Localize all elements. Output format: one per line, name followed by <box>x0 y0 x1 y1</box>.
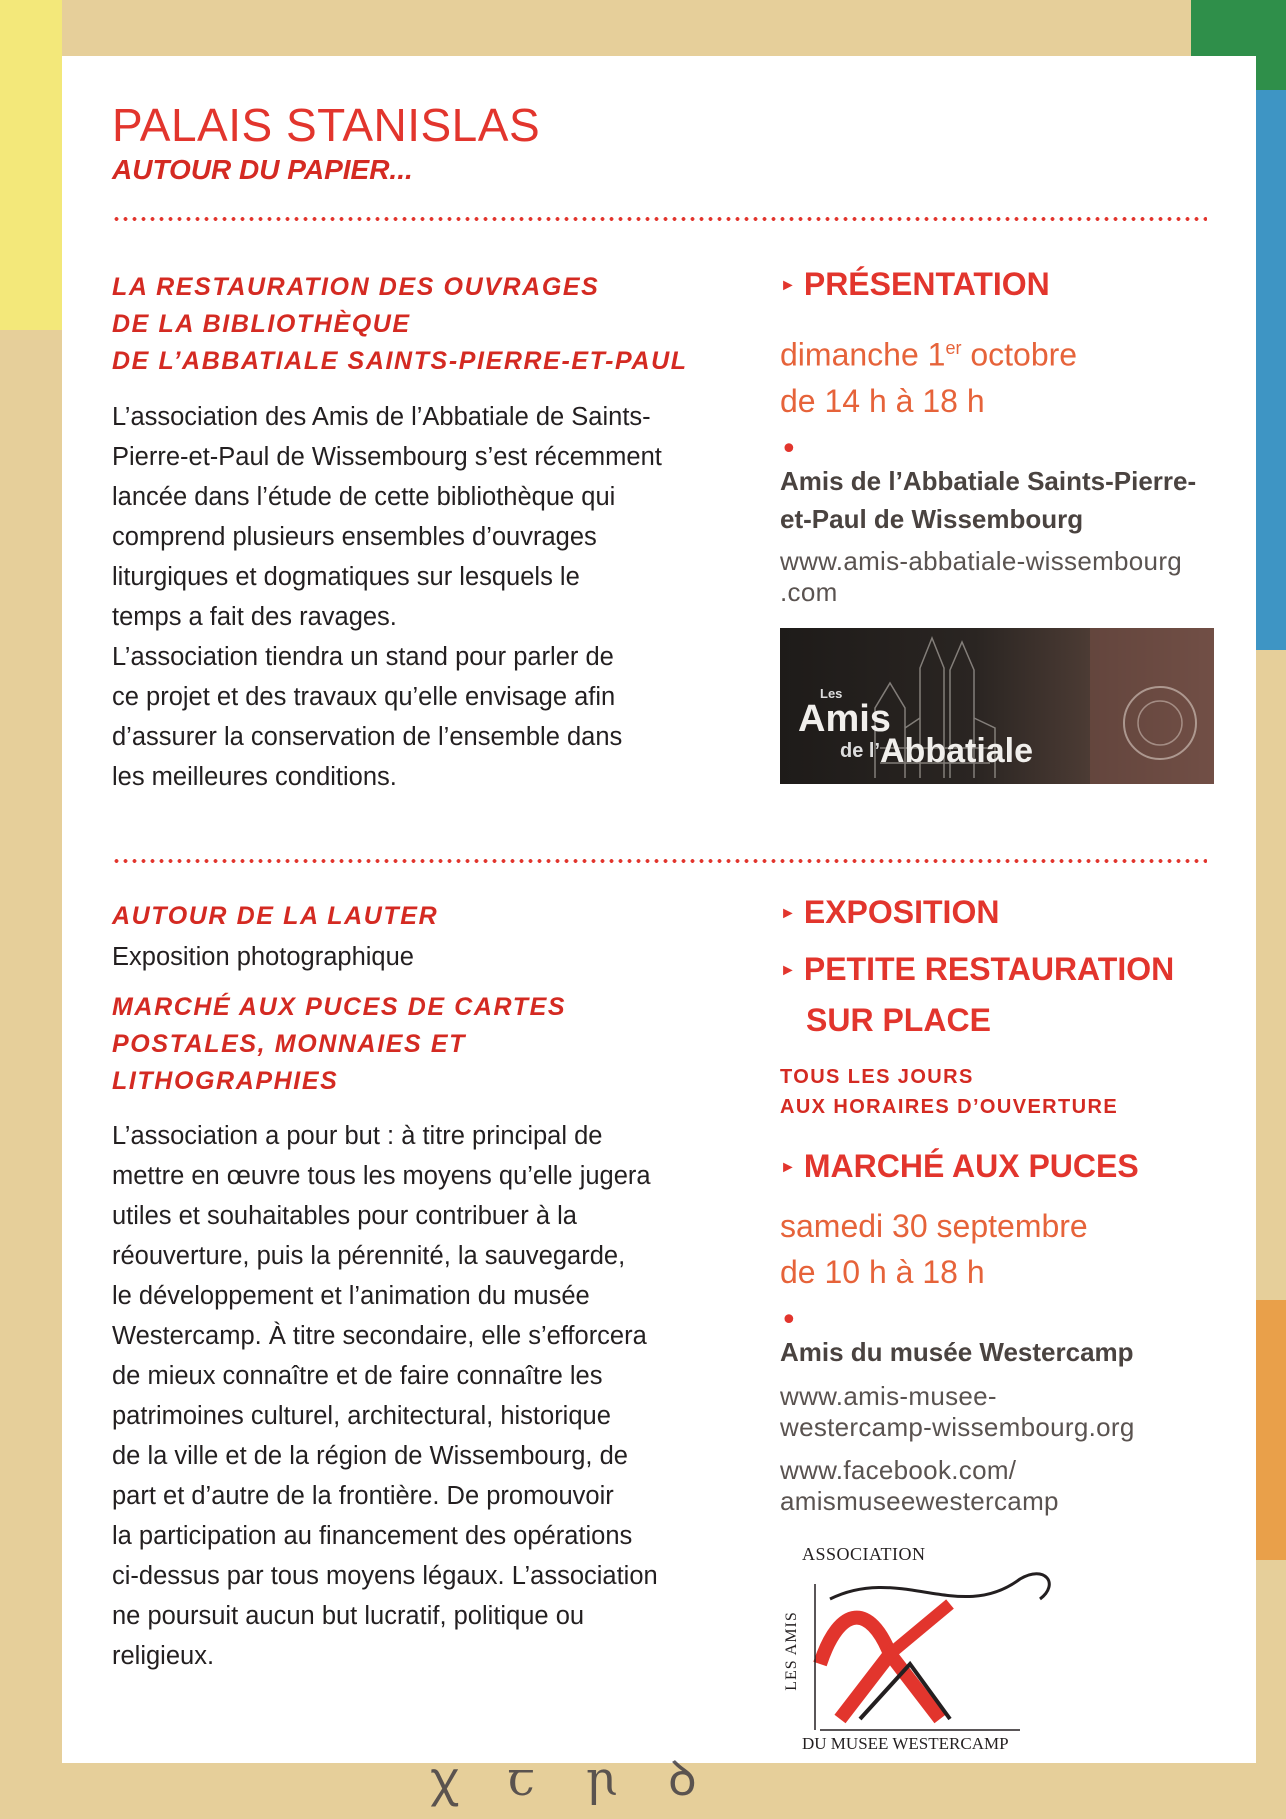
section2-heading1: AUTOUR DE LA LAUTER <box>112 902 439 930</box>
body-line: lancée dans l’étude de cette bibliothèque qui <box>112 483 616 511</box>
section2-heading2-line: POSTALES, MONNAIES ET <box>112 1030 466 1058</box>
organizer-line: et-Paul de Wissembourg <box>780 503 1084 534</box>
body-line: ne poursuit aucun but lucratif, politique ou <box>112 1602 585 1630</box>
body-line: d’assurer la conservation de l’ensemble dans <box>112 723 623 751</box>
body-line: L’association tiendra un stand pour parler de <box>112 643 614 671</box>
url-line: www.amis-abbatiale-wissembourg <box>780 545 1183 576</box>
url-line: westercamp-wissembourg.org <box>780 1412 1135 1442</box>
body-line: temps a fait des ravages. <box>112 603 397 631</box>
date-month: octobre <box>961 336 1078 373</box>
date-day: dimanche 1 <box>780 336 946 373</box>
marche-date <box>780 1203 1220 1295</box>
westercamp-logo-icon <box>780 1544 1080 1744</box>
section2-right <box>780 890 1220 1517</box>
bullet-icon: • <box>780 431 798 467</box>
presentation-label <box>780 262 1220 313</box>
section1-left <box>112 269 697 797</box>
section1-body <box>112 397 697 797</box>
bullet-icon: • <box>780 1303 798 1338</box>
photo-logo-de: de l’ <box>840 740 881 762</box>
section1-heading-line: DE LA BIBLIOTHÈQUE <box>112 310 411 338</box>
arrow-icon: ► <box>780 962 796 979</box>
photo-logo-amis: Amis <box>798 698 891 740</box>
date-hours: de 14 h à 18 h <box>780 382 985 419</box>
url-line: www.facebook.com/ <box>780 1455 1017 1485</box>
date-day: samedi 30 septembre <box>780 1208 1088 1244</box>
background-handwriting: ꭓ ꞇ ꞃ ꝺ <box>430 1751 715 1807</box>
body-line: de mieux connaître et de faire connaître les <box>112 1362 603 1390</box>
section2-subtext: Exposition photographique <box>112 943 414 971</box>
body-line: mettre en œuvre tous les moyens qu’elle jugera <box>112 1162 651 1190</box>
logo-les-amis-text: LES AMIS <box>782 1611 800 1691</box>
body-line: les meilleures conditions. <box>112 763 397 791</box>
url-line: .com <box>780 576 838 607</box>
section1-heading <box>112 269 697 380</box>
logo-musee-text: DU MUSEE WESTERCAMP <box>802 1734 1009 1753</box>
dotted-divider-top <box>112 216 1207 222</box>
body-line: utiles et souhaitables pour contribuer à la <box>112 1202 577 1230</box>
section1-right <box>780 262 1220 608</box>
body-line: religieux. <box>112 1642 215 1670</box>
arrow-icon: ► <box>780 905 796 922</box>
body-line: part et d’autre de la frontière. De promouvoir <box>112 1482 614 1510</box>
logo-association-text: ASSOCIATION <box>802 1544 926 1564</box>
body-line: de la ville et de la région de Wissembourg, de <box>112 1442 628 1470</box>
body-line: patrimoines culturel, architectural, historique <box>112 1402 611 1430</box>
hours-note <box>780 1062 1220 1122</box>
presentation-date <box>780 325 1220 424</box>
marche-label <box>780 1144 1220 1195</box>
exposition-label <box>780 890 1220 941</box>
section2-left <box>112 898 697 1676</box>
section2-heading2 <box>112 989 697 1100</box>
photo-logo-abbatiale: Abbatiale <box>880 732 1034 770</box>
background-map-yellow <box>0 0 62 330</box>
body-line: la participation au financement des opérations <box>112 1522 633 1550</box>
hours-line: TOUS LES JOURS <box>780 1066 974 1088</box>
body-line: L’association a pour but : à titre principal de <box>112 1122 603 1150</box>
section2-heading2-line: MARCHÉ AUX PUCES DE CARTES <box>112 993 567 1021</box>
body-line: ce projet et des travaux qu’elle envisage afin <box>112 683 616 711</box>
arrow-icon: ► <box>780 277 796 294</box>
marche-label-text: MARCHÉ AUX PUCES <box>803 1148 1139 1184</box>
date-sup: er <box>945 338 962 358</box>
photo-logo-les: Les <box>820 686 843 701</box>
body-line: Westercamp. À titre secondaire, elle s’efforcera <box>112 1322 647 1350</box>
url-line: amismuseewestercamp <box>780 1486 1059 1516</box>
page-subtitle: AUTOUR DU PAPIER... <box>112 154 413 185</box>
body-line: liturgiques et dogmatiques sur lesquels le <box>112 563 580 591</box>
hours-line: AUX HORAIRES D’OUVERTURE <box>780 1096 1119 1118</box>
body-line: comprend plusieurs ensembles d’ouvrages <box>112 523 597 551</box>
section1-heading-line: LA RESTAURATION DES OUVRAGES <box>112 273 600 301</box>
presentation-label-text: PRÉSENTATION <box>803 266 1050 302</box>
body-line: ci-dessus par tous moyens légaux. L’association <box>112 1562 658 1590</box>
body-line: L’association des Amis de l’Abbatiale de Saints- <box>112 403 651 431</box>
organizer-website-link[interactable] <box>780 546 1220 608</box>
body-line: le développement et l’animation du musée <box>112 1282 590 1310</box>
organizer-name <box>780 462 1220 538</box>
section2-heading2-line: LITHOGRAPHIES <box>112 1067 339 1095</box>
facebook-link[interactable] <box>780 1455 1220 1517</box>
organizer-website-link[interactable] <box>780 1381 1220 1443</box>
organizer-name: Amis du musée Westercamp <box>780 1337 1134 1367</box>
exposition-label-text: EXPOSITION <box>803 894 1000 930</box>
content-panel <box>62 56 1256 1763</box>
westercamp-logo <box>780 1544 1080 1753</box>
restauration-label-text: PETITE RESTAURATION <box>803 951 1175 987</box>
body-line: Pierre-et-Paul de Wissembourg s’est récemment <box>112 443 662 471</box>
section2-body <box>112 1116 697 1676</box>
date-hours: de 10 h à 18 h <box>780 1254 985 1290</box>
body-line: réouverture, puis la pérennité, la sauvegarde, <box>112 1242 626 1270</box>
page-title: PALAIS STANISLAS <box>112 99 541 151</box>
url-line: www.amis-musee- <box>780 1381 997 1411</box>
arrow-icon: ► <box>780 1159 796 1176</box>
abbatiale-photo <box>780 628 1214 784</box>
dotted-divider-middle <box>112 858 1207 864</box>
restauration-label-text2: SUR PLACE <box>806 1002 991 1038</box>
section1-heading-line: DE L’ABBATIALE SAINTS-PIERRE-ET-PAUL <box>112 347 688 375</box>
restauration-label <box>780 947 1220 1042</box>
organizer-line: Amis de l’Abbatiale Saints-Pierre- <box>780 465 1197 496</box>
